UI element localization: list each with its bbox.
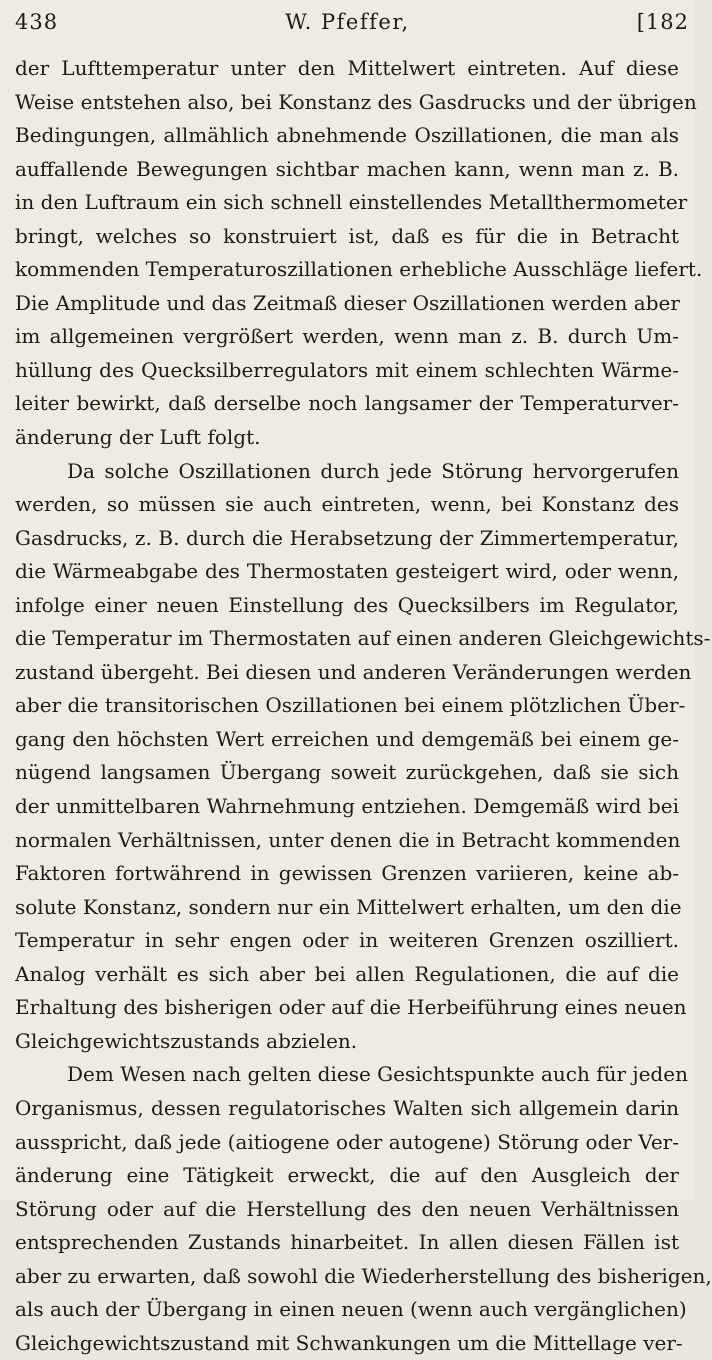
text-line: leiter bewirkt, daß derselbe noch langsamer der Temperaturver-: [15, 391, 679, 416]
text-line: Störung oder auf die Herstellung des den neuen Verhältnissen: [15, 1196, 679, 1221]
text-line: im allgemeinen vergrößert werden, wenn man z. B. durch Um-: [15, 324, 679, 349]
text-line: die Wärmeabgabe des Thermostaten gesteigert wird, oder wenn,: [15, 559, 679, 584]
text-line: entsprechenden Zustands hinarbeitet. In allen diesen Fällen ist: [15, 1230, 679, 1255]
text-line: änderung eine Tätigkeit erweckt, die auf den Ausgleich der: [15, 1163, 679, 1188]
text-line: als auch der Übergang in einen neuen (wenn auch vergänglichen): [15, 1297, 687, 1322]
text-line: Organismus, dessen regulatorisches Walten sich allgemein darin: [15, 1095, 679, 1120]
text-line: Faktoren fortwährend in gewissen Grenzen variieren, keine ab-: [15, 861, 679, 886]
text-line: auffallende Bewegungen sichtbar machen kann, wenn man z. B.: [15, 156, 679, 181]
text-line: Temperatur in sehr engen oder in weiteren Grenzen oszilliert.: [15, 928, 679, 953]
text-line: solute Konstanz, sondern nur ein Mittelwert erhalten, um den die: [15, 894, 682, 919]
text-line: in den Luftraum ein sich schnell einstellendes Metallthermometer: [15, 190, 688, 215]
text-line: Erhaltung des bisherigen oder auf die Herbeiführung eines neuen: [15, 995, 687, 1020]
text-line: Gleichgewichtszustand mit Schwankungen um die Mittellage ver-: [15, 1330, 683, 1355]
text-line: Die Amplitude und das Zeitmaß dieser Oszillationen werden aber: [15, 290, 680, 315]
text-line: Weise entstehen also, bei Konstanz des Gasdrucks und der übrigen: [15, 89, 697, 114]
running-head: [0, 10, 695, 40]
text-line: hüllung des Quecksilberregulators mit einem schlechten Wärme-: [15, 357, 679, 382]
text-line: bringt, welches so konstruiert ist, daß es für die in Betracht: [15, 223, 679, 248]
running-head-author: W. Pfeffer,: [285, 10, 410, 34]
text-line: werden, so müssen sie auch eintreten, wenn, bei Konstanz des: [15, 492, 679, 517]
running-head-reference: [182: [636, 10, 689, 34]
text-line: gang den höchsten Wert erreichen und demgemäß bei einem ge-: [15, 726, 679, 751]
text-line: aber die transitorischen Oszillationen bei einem plötzlichen Über-: [15, 693, 686, 718]
text-line: nügend langsamen Übergang soweit zurückgehen, daß sie sich: [15, 760, 679, 785]
text-line: aber zu erwarten, daß sowohl die Wiederherstellung des bisherigen,: [15, 1263, 712, 1288]
body-text: [15, 52, 712, 1360]
text-line: ausspricht, daß jede (aitiogene oder autogene) Störung oder Ver-: [15, 1129, 679, 1154]
text-line: kommenden Temperaturoszillationen erhebliche Ausschläge liefert.: [15, 257, 703, 282]
paragraph-first-line: Dem Wesen nach gelten diese Gesichtspunkte auch für jeden: [67, 1062, 688, 1087]
text-line: Bedingungen, allmählich abnehmende Oszillationen, die man als: [15, 123, 679, 148]
text-line: Gasdrucks, z. B. durch die Herabsetzung der Zimmertemperatur,: [15, 525, 679, 550]
text-line: der unmittelbaren Wahrnehmung entziehen. Demgemäß wird bei: [15, 794, 679, 819]
text-line: der Lufttemperatur unter den Mittelwert eintreten. Auf diese: [15, 56, 679, 80]
text-line: Analog verhält es sich aber bei allen Regulationen, die auf die: [15, 961, 679, 986]
text-line: die Temperatur im Thermostaten auf einen anderen Gleichgewichts-: [15, 626, 711, 651]
text-line: zustand übergeht. Bei diesen und anderen Veränderungen werden: [15, 659, 692, 684]
text-line: infolge einer neuen Einstellung des Quecksilbers im Regulator,: [15, 592, 679, 617]
text-line: änderung der Luft folgt.: [15, 425, 261, 450]
text-line: normalen Verhältnissen, unter denen die in Betracht kommenden: [15, 827, 681, 852]
page-number: 438: [15, 10, 59, 34]
paragraph-first-line: Da solche Oszillationen durch jede Störung hervorgerufen: [67, 458, 679, 483]
text-line: Gleichgewichtszustands abzielen.: [15, 1028, 358, 1053]
